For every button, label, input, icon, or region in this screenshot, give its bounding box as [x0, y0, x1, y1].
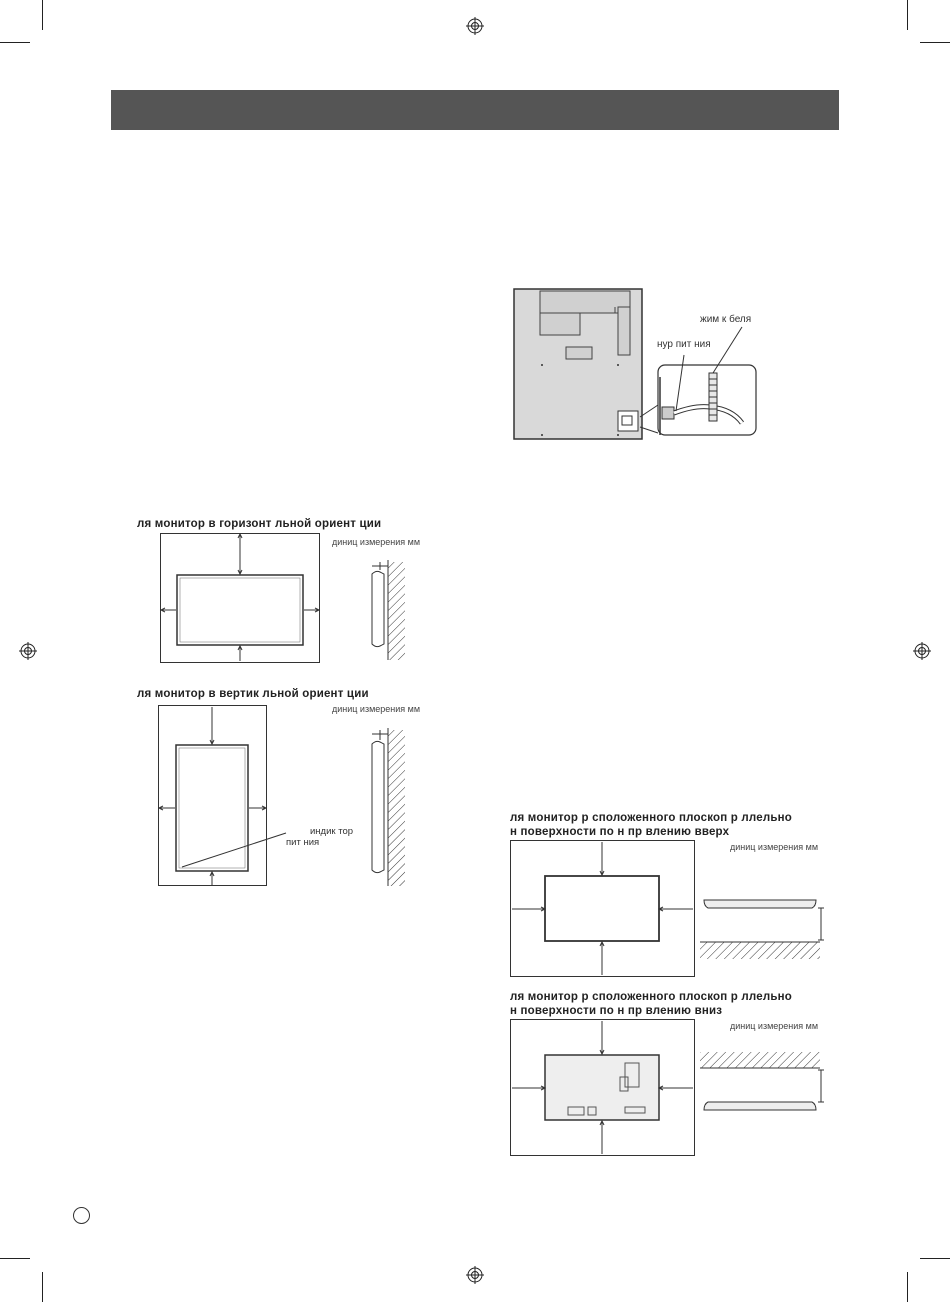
- registration-mark-icon: [19, 642, 37, 660]
- power-cord-figure: [510, 285, 770, 445]
- horizontal-unit-note: диниц измерения мм: [332, 537, 421, 547]
- crop-mark: [0, 1258, 30, 1259]
- face-down-side-view: [700, 1052, 825, 1114]
- registration-mark-icon: [913, 642, 931, 660]
- power-indicator-label: [286, 826, 353, 848]
- horizontal-wall-side-view: [362, 560, 407, 660]
- crop-mark: [42, 0, 43, 30]
- cable-clamp-label: жим к беля: [700, 314, 752, 325]
- vertical-unit-note: диниц измерения мм: [332, 704, 421, 714]
- face-up-title: [510, 811, 792, 839]
- horizontal-clearance-diagram: [160, 533, 320, 663]
- crop-mark: [42, 1272, 43, 1302]
- face-down-title: [510, 990, 792, 1018]
- power-indicator-label-line1: индик тор: [310, 826, 354, 837]
- face-down-title-line1: ля монитор р сположенного плоскоп р ллельно: [510, 991, 792, 1003]
- power-indicator-label-line2: пит ния: [286, 837, 320, 848]
- crop-mark: [920, 42, 950, 43]
- crop-mark: [907, 0, 908, 30]
- crop-mark: [907, 1272, 908, 1302]
- crop-mark: [920, 1258, 950, 1259]
- vertical-orientation-title: ля монитор в вертик льной ориент ции: [137, 688, 369, 700]
- face-up-title-line2: н поверхности по н пр влению вверх: [510, 826, 730, 838]
- face-up-title-line1: ля монитор р сположенного плоскоп р ллельно: [510, 812, 792, 824]
- face-down-unit-note: диниц измерения мм: [730, 1021, 819, 1031]
- vertical-wall-side-view: [362, 728, 407, 888]
- section-header-bar: [111, 90, 839, 130]
- face-up-unit-note: диниц измерения мм: [730, 842, 819, 852]
- power-cord-label: нур пит ния: [657, 339, 711, 350]
- face-up-side-view: [700, 898, 825, 960]
- registration-mark-icon: [466, 17, 484, 35]
- page-number-circle-icon: [73, 1207, 90, 1224]
- horizontal-orientation-title: ля монитор в горизонт льной ориент ции: [137, 518, 382, 530]
- face-down-title-line2: н поверхности по н пр влению вниз: [510, 1005, 723, 1017]
- crop-mark: [0, 42, 30, 43]
- registration-mark-icon: [466, 1266, 484, 1284]
- vertical-clearance-diagram: [158, 705, 268, 887]
- face-up-clearance-diagram: [510, 840, 695, 977]
- face-down-clearance-diagram: [510, 1019, 695, 1156]
